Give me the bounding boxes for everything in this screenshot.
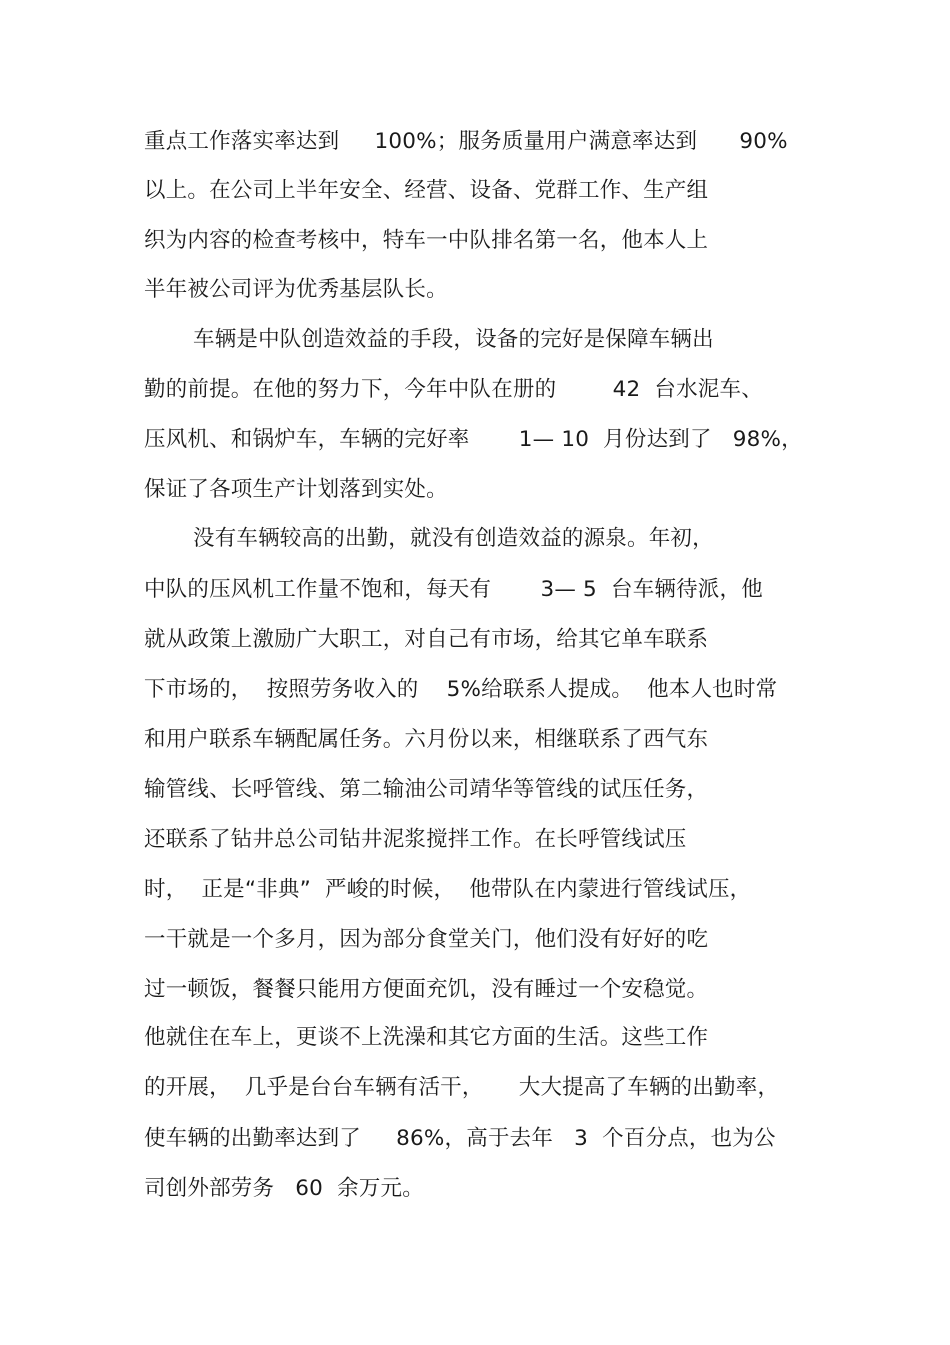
text-line: 他就住在车上，更谈不上洗澡和其它方面的生活。这些工作 xyxy=(144,1025,709,1050)
text-line: 时， 正是“非典” 严峻的时候， 他带队在内蒙进行管线试压， xyxy=(144,877,752,902)
paragraph-start-line: 车辆是中队创造效益的手段，设备的完好是保障车辆出 xyxy=(193,327,714,352)
text-line: 过一顿饭，餐餐只能用方便面充饥，没有睡过一个安稳觉。 xyxy=(144,977,709,1002)
text-line: 半年被公司评为优秀基层队长。 xyxy=(144,277,448,302)
text-line: 重点工作落实率达到 100%；服务质量用户满意率达到 90% xyxy=(144,129,788,154)
paragraph-start-line: 没有车辆较高的出勤，就没有创造效益的源泉。年初， xyxy=(193,526,714,551)
text-line: 就从政策上激励广大职工，对自己有市场，给其它单车联系 xyxy=(144,627,709,652)
text-line: 和用户联系车辆配属任务。六月份以来，相继联系了西气东 xyxy=(144,727,709,752)
text-line: 保证了各项生产计划落到实处。 xyxy=(144,477,448,502)
text-line: 司创外部劳务 60 余万元。 xyxy=(144,1176,424,1201)
text-line: 还联系了钻井总公司钻井泥浆搅拌工作。在长呼管线试压 xyxy=(144,827,687,852)
text-line: 中队的压风机工作量不饱和，每天有 3— 5 台车辆待派，他 xyxy=(144,577,763,602)
text-line: 压风机、和锅炉车，车辆的完好率 1— 10 月份达到了 98%， xyxy=(144,427,803,452)
text-line: 下市场的， 按照劳务收入的 5%给联系人提成。 他本人也时常 xyxy=(144,677,778,702)
text-line: 一干就是一个多月，因为部分食堂关门，他们没有好好的吃 xyxy=(144,927,709,952)
text-line: 的开展， 几乎是台台车辆有活干， 大大提高了车辆的出勤率， xyxy=(144,1075,780,1100)
text-line: 勤的前提。在他的努力下，今年中队在册的 42 台水泥车、 xyxy=(144,377,763,402)
text-line: 输管线、长呼管线、第二输油公司靖华等管线的试压任务， xyxy=(144,777,709,802)
text-line: 织为内容的检查考核中，特车一中队排名第一名，他本人上 xyxy=(144,228,709,253)
text-line: 以上。在公司上半年安全、经营、设备、党群工作、生产组 xyxy=(144,178,709,203)
text-line: 使车辆的出勤率达到了 86%，高于去年 3 个百分点，也为公 xyxy=(144,1126,776,1151)
